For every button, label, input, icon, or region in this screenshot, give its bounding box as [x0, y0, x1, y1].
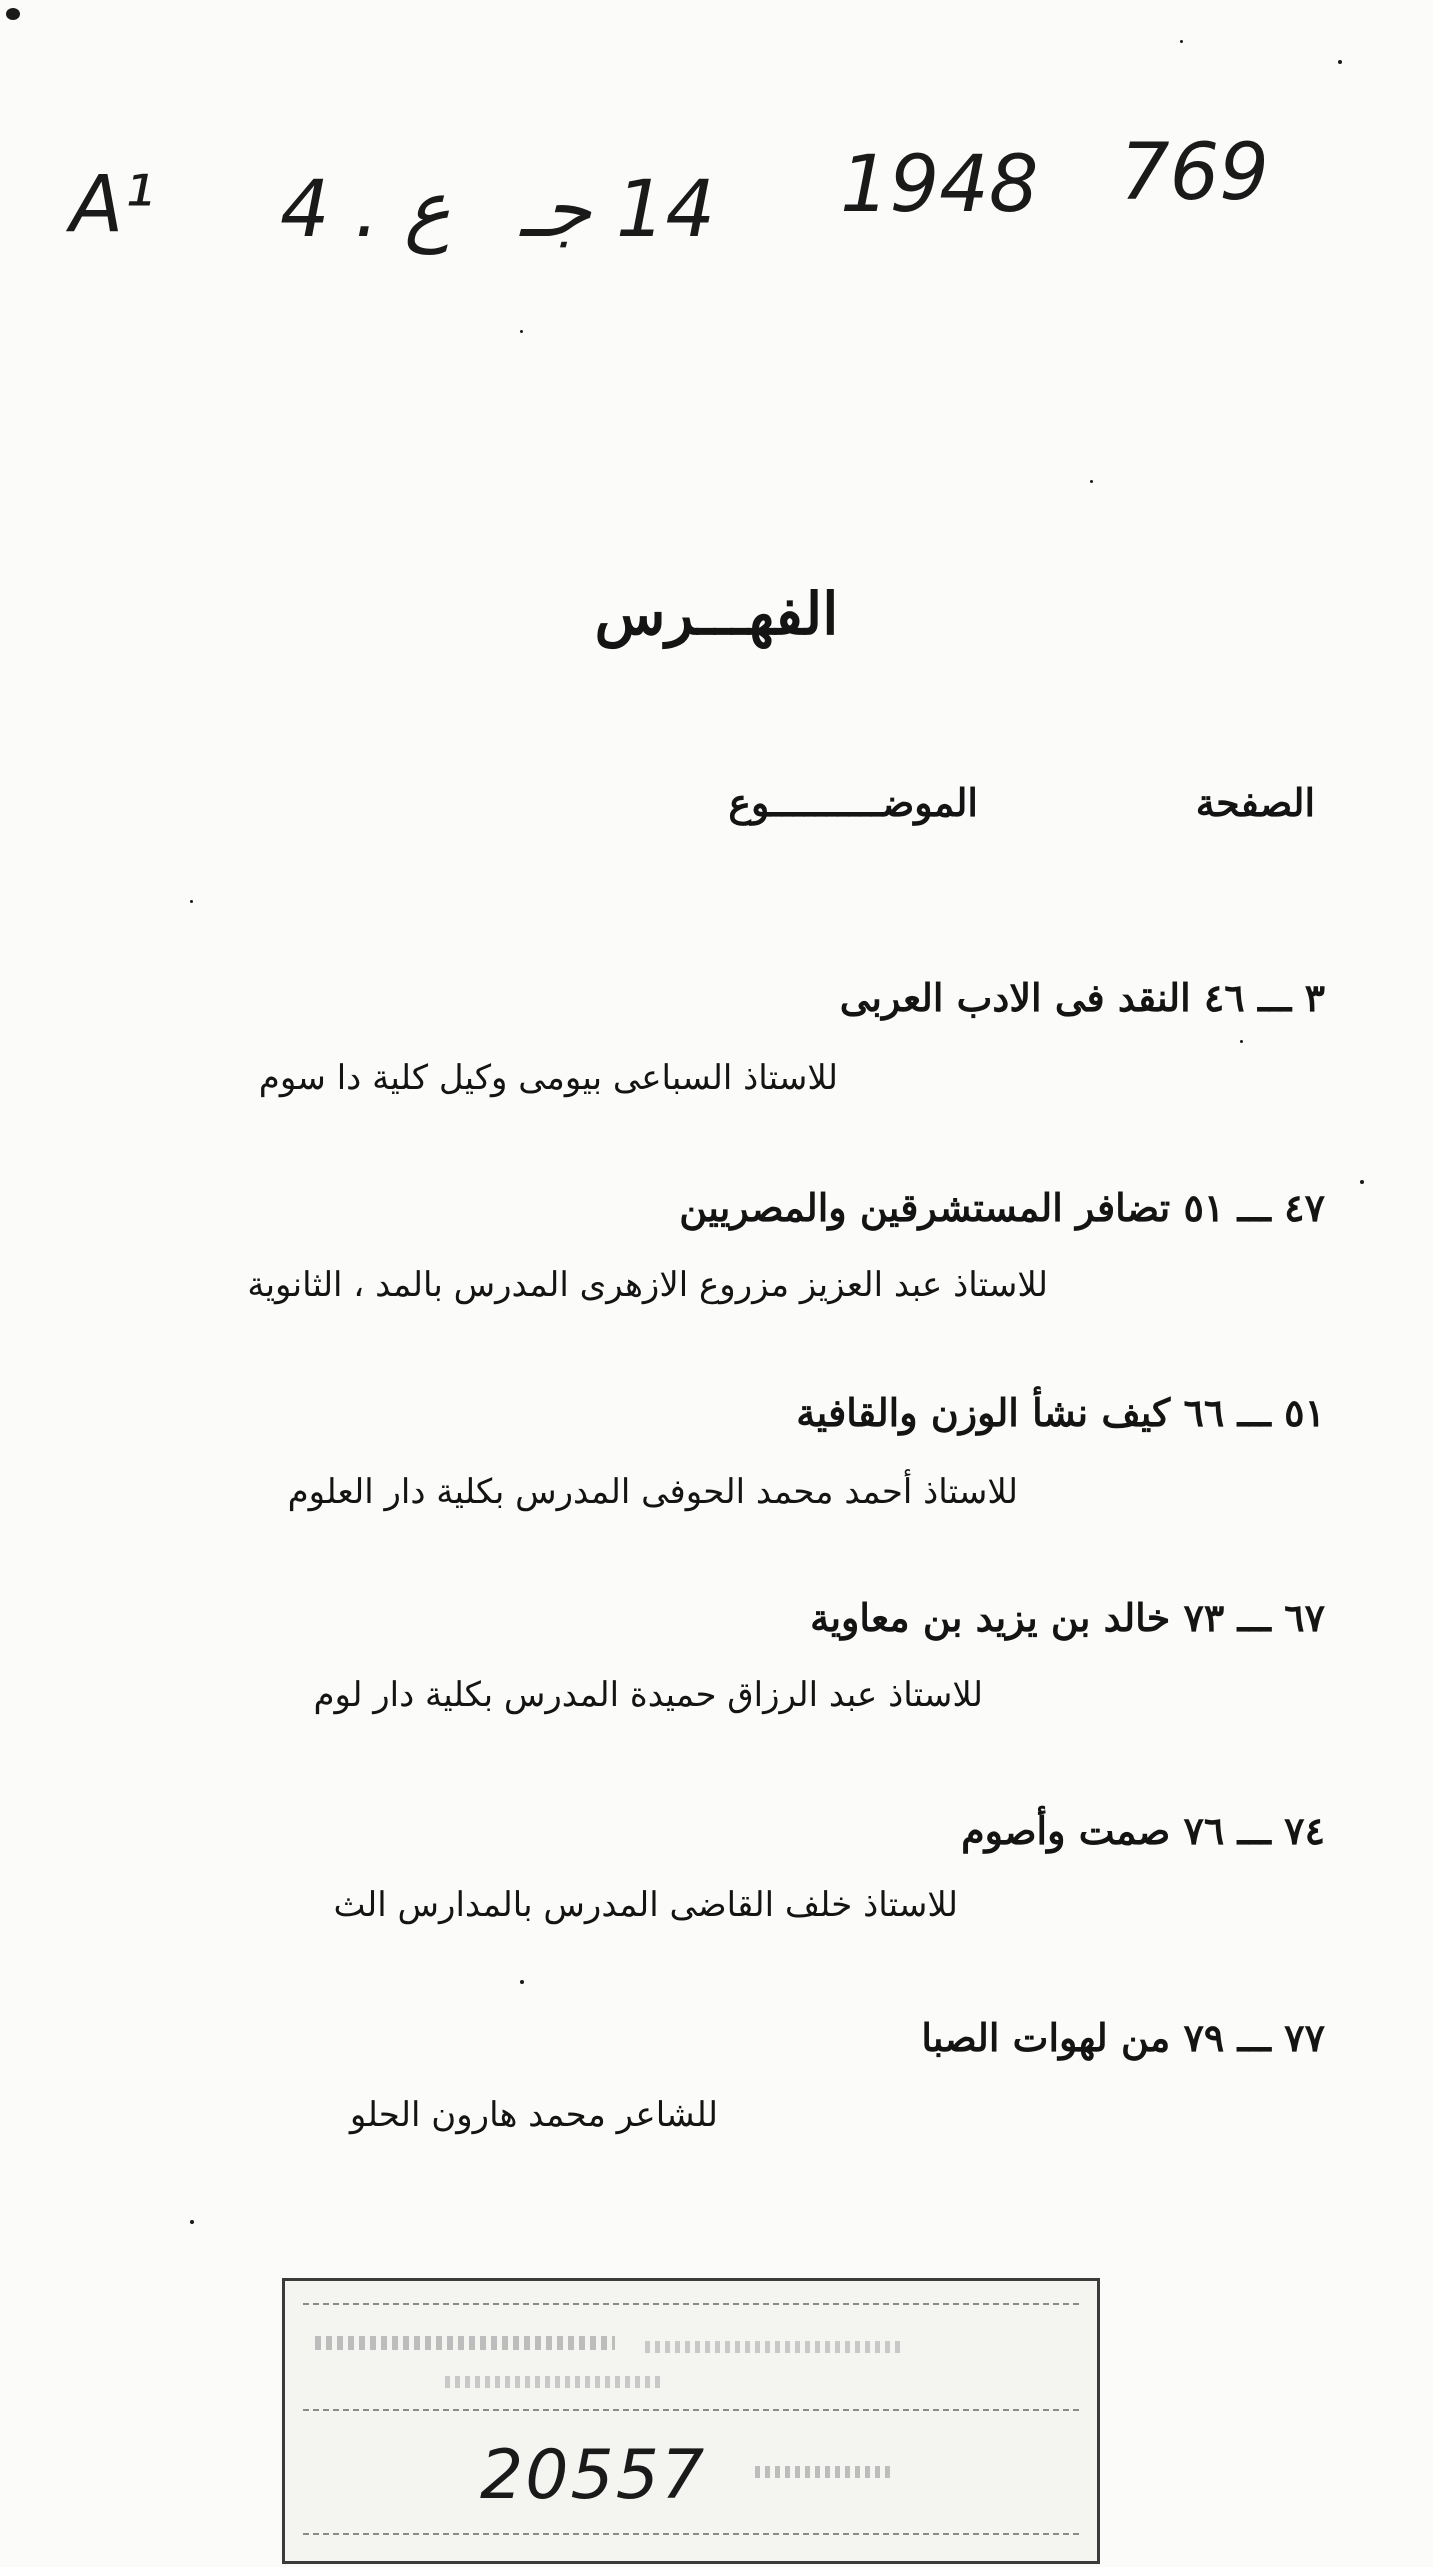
- toc-entry-title: [810, 1595, 1325, 1640]
- toc-entry-topic: صمت وأصوم: [961, 1808, 1171, 1853]
- stamp-border-line: [303, 2303, 1079, 2306]
- toc-entry-topic: تضافر المستشرقين والمصريين: [679, 1185, 1171, 1230]
- toc-entry-author: للاستاذ خلف القاضى المدرس بالمدارس الث: [333, 1885, 958, 1925]
- column-header-topic: الموضــــــــــوع: [728, 780, 978, 825]
- toc-entry-title: [796, 1390, 1325, 1435]
- toc-entry-author: للاستاذ أحمد محمد الحوفى المدرس بكلية دار العلوم: [287, 1472, 1018, 1512]
- toc-entry-topic: كيف نشأ الوزن والقافية: [796, 1390, 1171, 1435]
- toc-entry-topic: من لهوات الصبا: [921, 2015, 1171, 2060]
- call-number-part: A¹: [70, 160, 155, 250]
- toc-entry-topic: النقد فى الادب العربى: [839, 975, 1191, 1020]
- scan-speck: [520, 1980, 524, 1984]
- scan-speck: [520, 330, 523, 333]
- stamp-faint-print: [755, 2466, 895, 2478]
- scan-speck: [1240, 1040, 1243, 1043]
- toc-entry-range: ٦٧ ـــ ٧٣: [1183, 1595, 1325, 1640]
- call-number-part: 4 . ع: [280, 165, 451, 255]
- scan-speck: [1338, 60, 1342, 64]
- toc-entry-author: للشاعر محمد هارون الحلو: [349, 2095, 718, 2135]
- toc-entry-title: [840, 975, 1325, 1020]
- stamp-border-line: [303, 2409, 1079, 2412]
- scan-speck: [190, 900, 193, 903]
- stamp-faint-print: [445, 2376, 665, 2388]
- toc-entry-title: [921, 2015, 1325, 2060]
- scan-speck: [1180, 40, 1183, 43]
- handwritten-call-number: [70, 120, 1330, 290]
- toc-entry-range: ٧٤ ـــ ٧٦: [1183, 1808, 1325, 1853]
- toc-entry-author: للاستاذ السباعى بيومى وكيل كلية دا سوم: [258, 1058, 838, 1098]
- call-number-part: 1948: [840, 140, 1039, 230]
- column-header-page: الصفحة: [1195, 780, 1315, 825]
- toc-entry-topic: خالد بن يزيد بن معاوية: [810, 1595, 1171, 1640]
- scan-speck: [6, 8, 20, 20]
- page-title: الفهـــرس: [594, 580, 839, 648]
- toc-entry-range: ٤٧ ـــ ٥١: [1183, 1185, 1325, 1230]
- stamp-border-line: [303, 2533, 1079, 2536]
- call-number-part: 14 جـ: [520, 165, 716, 255]
- scan-speck: [1360, 1180, 1364, 1184]
- toc-entry-range: ٣ ـــ ٤٦: [1203, 975, 1325, 1020]
- toc-entry-title: [679, 1185, 1325, 1230]
- toc-entry-title: [961, 1808, 1325, 1853]
- toc-entry-range: ٧٧ ـــ ٧٩: [1183, 2015, 1325, 2060]
- library-stamp: [282, 2278, 1100, 2564]
- call-number-part: 769: [1120, 128, 1269, 218]
- stamp-faint-print: [645, 2341, 905, 2353]
- stamp-faint-print: [315, 2336, 615, 2350]
- toc-entry-range: ٥١ ـــ ٦٦: [1183, 1390, 1325, 1435]
- scan-speck: [1090, 480, 1093, 483]
- scan-speck: [190, 2220, 194, 2224]
- toc-entry-author: للاستاذ عبد الرزاق حميدة المدرس بكلية دار لوم: [313, 1675, 983, 1715]
- stamp-accession-number: 20557: [480, 2436, 707, 2515]
- toc-entry-author: للاستاذ عبد العزيز مزروع الازهرى المدرس بالمد ، الثانوية: [247, 1265, 1048, 1305]
